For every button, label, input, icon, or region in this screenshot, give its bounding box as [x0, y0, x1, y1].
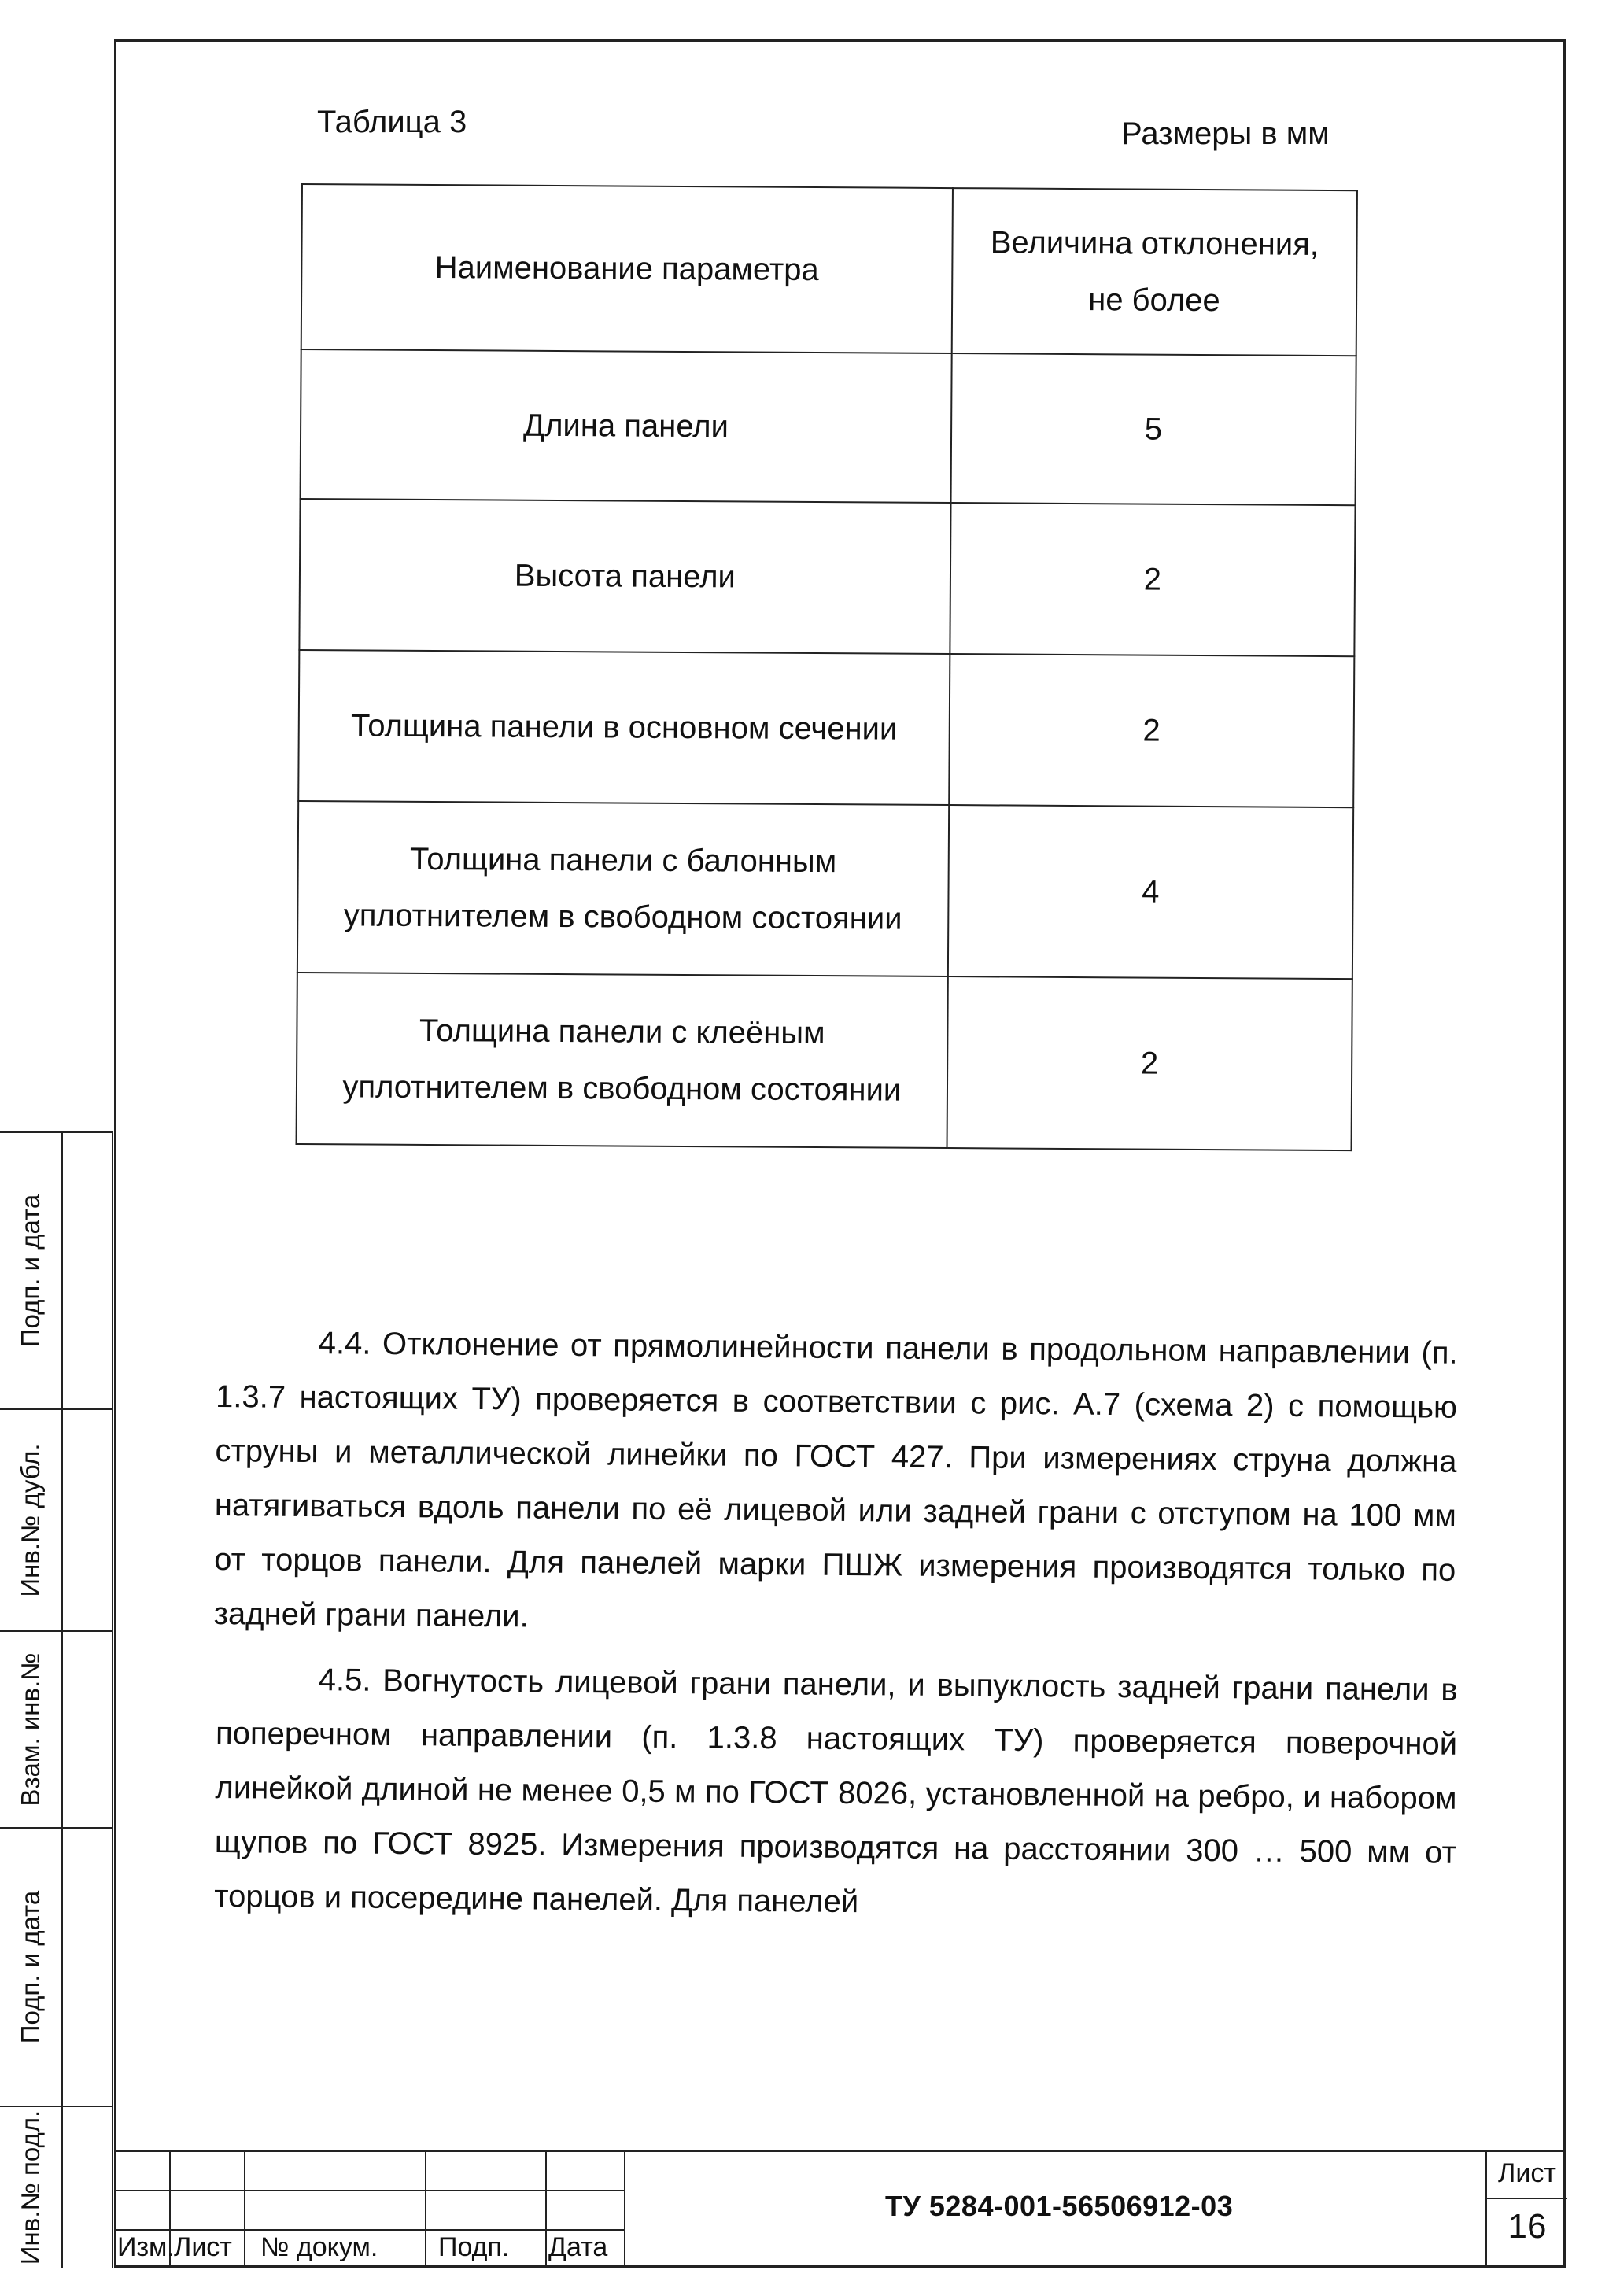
- row-value-cell: [948, 805, 1354, 979]
- side-field: [61, 1131, 112, 1410]
- sheet-label: Лист: [1498, 2158, 1556, 2188]
- side-field: [61, 1827, 112, 2107]
- side-label: Инв.№ подл.: [16, 2110, 45, 2265]
- parameters-table: [296, 183, 1358, 1151]
- table-row: [301, 349, 1356, 505]
- table-row: [298, 650, 1354, 807]
- stamp-izm-label: Изм.: [117, 2232, 175, 2262]
- row-value-cell: [950, 503, 1355, 656]
- row-value-cell: [947, 976, 1352, 1150]
- row-value-cell: [949, 654, 1354, 807]
- row-name-line2: уплотнителем в свободном состоянии: [342, 1069, 902, 1108]
- side-field: [61, 1408, 112, 1632]
- title-block: [114, 2150, 1566, 2268]
- side-label: Подп. и дата: [16, 1890, 45, 2044]
- side-cell-vzam-inv: [0, 1630, 61, 1827]
- header-value-cell: [951, 188, 1357, 356]
- sheet-number: 16: [1507, 2207, 1547, 2246]
- side-cell-inv-dubl: [0, 1408, 61, 1630]
- header-value-line2: не более: [1088, 282, 1220, 319]
- document-code: ТУ 5284-001-56506912-03: [885, 2190, 1234, 2222]
- side-cell-podp-data-bottom: [0, 1827, 61, 2106]
- row-name-text: Толщина панели в основном сечении: [350, 708, 898, 747]
- table-header-row: [301, 184, 1357, 356]
- grid-line: [425, 2150, 426, 2268]
- row-name-line1: Толщина панели с клеёным: [419, 1013, 825, 1051]
- stamp-list-label: Лист: [174, 2232, 232, 2262]
- row-name-line2: уплотнителем в свободном состоянии: [343, 898, 902, 936]
- row-value-cell: [950, 353, 1356, 505]
- row-name-cell: [299, 499, 950, 654]
- row-value-text: 2: [1140, 1046, 1159, 1081]
- section-4-5: [214, 1652, 1458, 1935]
- side-field: [61, 2106, 112, 2269]
- table-row: [297, 973, 1352, 1150]
- row-value-text: 2: [1143, 562, 1162, 597]
- side-label: Инв.№ дубл.: [16, 1443, 45, 1597]
- row-value-text: 4: [1142, 874, 1160, 910]
- table-caption: Таблица 3: [317, 105, 467, 139]
- row-value-text: 5: [1144, 412, 1163, 447]
- row-value-text: 2: [1142, 713, 1161, 748]
- row-name-cell: [297, 973, 948, 1148]
- row-name-cell: [301, 349, 952, 503]
- table-units: Размеры в мм: [1121, 116, 1330, 151]
- row-name-line1: Толщина панели с балонным: [409, 841, 837, 880]
- row-name-text: Высота панели: [514, 558, 736, 595]
- grid-line: [114, 2190, 625, 2191]
- header-name-cell: [301, 184, 953, 353]
- grid-line: [624, 2150, 625, 2268]
- header-name-text: Наименование параметра: [434, 250, 819, 288]
- header-value-line1: Величина отклонения,: [990, 225, 1319, 262]
- side-stamp-column: [0, 1131, 114, 2268]
- grid-line: [244, 2150, 245, 2268]
- paragraph-4-4: 4.4. Отклонение от прямолинейности панели в продольном направлении (п. 1.3.7 настоящих ТУ) проверяется в соответствии с рис. А.7 (схема 2) с помощью струны и металлической линейки по ГОСТ 427. При измерениях струна должна натягиваться вдоль панели по её лицевой или задней грани с отступом на 100 мм от торцов панели. Для панелей марки ПШЖ измерения производятся только по задней грани панели.: [213, 1326, 1458, 1634]
- side-label: Взам. инв.№: [16, 1652, 45, 1807]
- grid-line: [114, 2229, 625, 2231]
- sheet-number-box: [1485, 2150, 1567, 2268]
- side-field: [61, 1630, 112, 1829]
- side-cell-podp-data-top: [0, 1131, 61, 1408]
- row-name-text: Длина панели: [522, 408, 729, 445]
- stamp-dokum-label: № докум.: [260, 2232, 378, 2262]
- side-label: Подп. и дата: [16, 1194, 45, 1348]
- row-name-cell: [297, 801, 949, 976]
- table-row: [297, 801, 1353, 979]
- stamp-podp-label: Подп.: [438, 2232, 510, 2262]
- grid-line: [545, 2150, 547, 2268]
- table-row: [299, 499, 1355, 656]
- stamp-data-label: Дата: [548, 2232, 608, 2262]
- paragraph-4-5: 4.5. Вогнутость лицевой грани панели, и выпуклость задней грани панели в поперечном направлении (п. 1.3.8 настоящих ТУ) проверяется поверочной линейкой длиной не менее 0,5 м по ГОСТ 8026, установленной на ребро, и набором щупов по ГОСТ 8925. Измерения производятся на расстоянии 300 … 500 мм от торцов и посередине панелей. Для панелей: [214, 1663, 1458, 1920]
- section-4-4: [213, 1316, 1458, 1652]
- side-cell-inv-podl: [0, 2106, 61, 2268]
- revision-grid: [114, 2150, 625, 2268]
- row-name-cell: [298, 650, 950, 805]
- sheet-divider: [1487, 2198, 1567, 2199]
